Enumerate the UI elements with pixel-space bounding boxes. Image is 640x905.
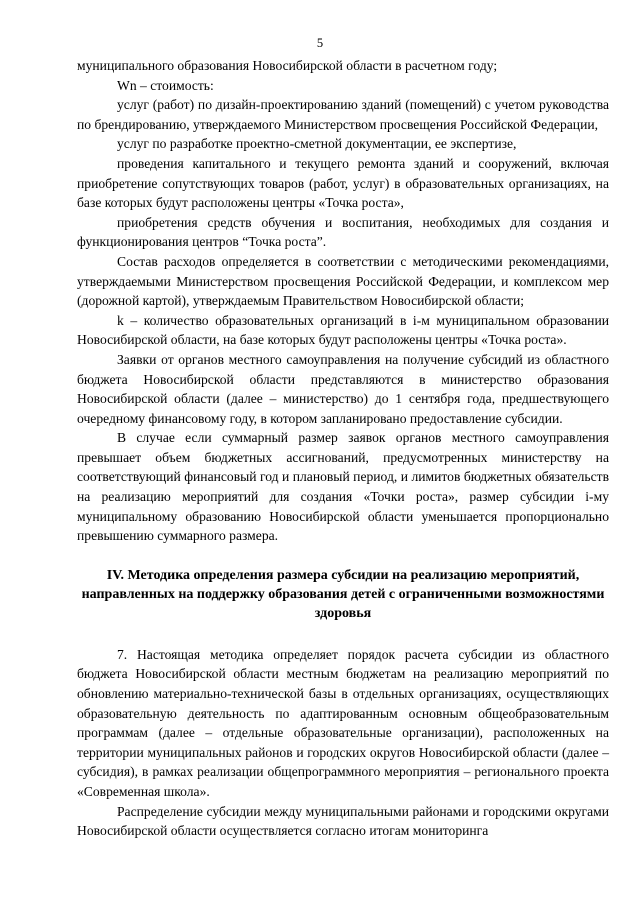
page-body (77, 56, 609, 841)
paragraph: муниципального образования Новосибирской области в расчетном году; (77, 58, 498, 73)
paragraph: услуг (работ) по дизайн-проектированию зданий (помещений) с учетом руководства по брендированию, утверждаемого Министерством просвещения Российской Федерации, (77, 97, 609, 132)
page-number: 5 (316, 36, 324, 50)
paragraph: услуг по разработке проектно-сметной документации, ее экспертизе, (117, 136, 517, 152)
paragraph: Состав расходов определяется в соответствии с методическими рекомендациями, утверждаемыми Министерством просвещения Российской Федерации, и комплексом мер (дорожной картой), утверждаемым Правительством Новосибирской области; (77, 253, 609, 309)
paragraphs-before-heading (77, 56, 609, 546)
paragraph: приобретения средств обучения и воспитания, необходимых для создания и функционирования центров “Точка роста”. (77, 214, 609, 250)
paragraph: Заявки от органов местного самоуправления на получение субсидий из областного бюджета Новосибирской области представляются в министерство образования Новосибирской области (далее – министерство) до 1 сентября года, предшествующего очередному финансовому году, в котором запланировано предоставление субсидии. (77, 351, 609, 426)
paragraph: Wn – стоимость: (117, 77, 214, 93)
paragraph: В случае если суммарный размер заявок органов местного самоуправления превышает объем бюджетных ассигнований, предусмотренных министерству на соответствующий финансовый год и плановый период, и лимитов бюджетных обязательств на реализацию мероприятий для создания «Точки роста», размер субсидии i-му муниципальному образованию Новосибирской области уменьшается пропорционально превышению суммарного размера. (77, 430, 609, 544)
spacer (77, 623, 609, 645)
paragraph: Распределение субсидии между муниципальными районами и городскими округами Новосибирской области осуществляется согласно итогам мониторинга (77, 803, 609, 839)
paragraph: k – количество образовательных организаций в i-м муниципальном образовании Новосибирской области, на базе которых будут расположены центры «Точка роста». (77, 312, 609, 348)
section-heading: IV. Методика определения размера субсидии на реализацию мероприятий, направленных на поддержку образования детей с ограниченными возможностями здоровья (81, 567, 605, 621)
paragraph: проведения капитального и текущего ремонта зданий и сооружений, включая приобретение сопутствующих товаров (работ, услуг) в образовательных организациях, на базе которых будут расположены центры «Точка роста», (77, 155, 609, 211)
paragraph: 7. Настоящая методика определяет порядок расчета субсидии из областного бюджета Новосибирской области местным бюджетам на реализацию мероприятий по обновлению материально-технической базы в отдельных организациях, осуществляющих образовательную деятельность по адаптированным основным общеобразовательным программам (далее – отдельные образовательные организации), расположенных на территории муниципальных районов и городских округов Новосибирской области (далее – субсидия), в рамках реализации общепрограммного мероприятия – регионального проекта «Современная школа». (77, 646, 609, 799)
spacer (77, 546, 609, 566)
paragraphs-after-heading (77, 645, 609, 841)
